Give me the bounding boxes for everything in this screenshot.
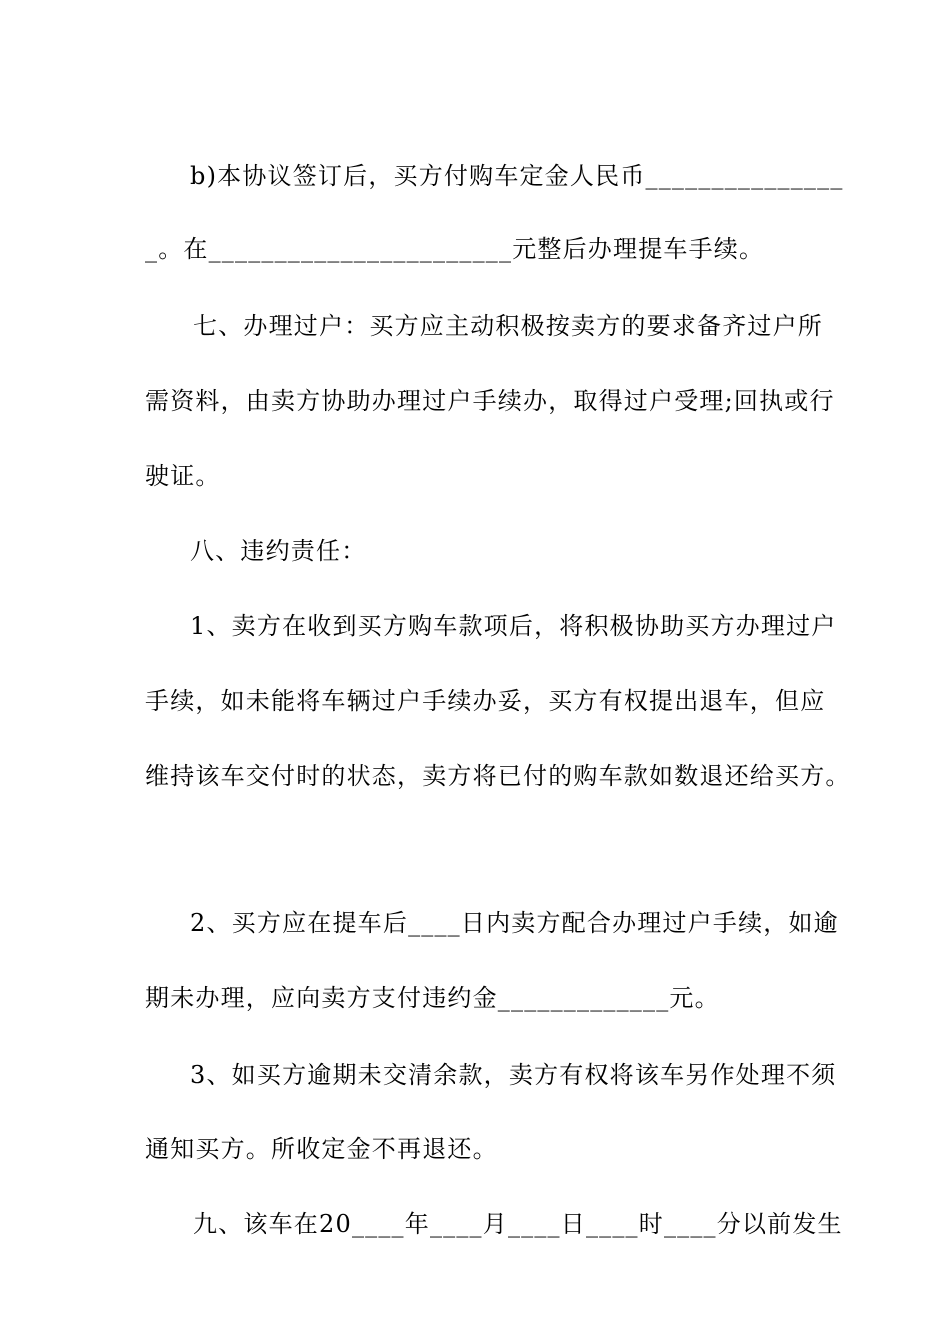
para-line-3: 七、办理过户：买方应主动积极按卖方的要求备齐过户所 — [193, 312, 823, 340]
para-line-7: 1、卖方在收到买方购车款项后，将积极协助买方办理过户 — [190, 612, 837, 640]
para-line-1: b)本协议签订后，买方付购车定金人民币_______________ — [190, 162, 844, 190]
para-line-11: 期未办理，应向卖方支付违约金_____________元。 — [145, 984, 720, 1012]
para-line-13: 通知买方。所收定金不再退还。 — [145, 1135, 498, 1163]
para-line-12: 3、如买方逾期未交清余款，卖方有权将该车另作处理不须 — [190, 1061, 837, 1089]
para-line-10: 2、买方应在提车后____日内卖方配合办理过户手续，如逾 — [190, 909, 839, 937]
para-line-4: 需资料，由卖方协助办理过户手续办，取得过户受理;回执或行 — [145, 387, 835, 415]
para-line-14: 九、该车在20____年____月____日____时____分以前发生 — [193, 1210, 843, 1238]
para-line-5: 驶证。 — [145, 462, 221, 490]
para-line-2: _。在_______________________元整后办理提车手续。 — [145, 235, 765, 263]
para-line-9: 维持该车交付时的状态，卖方将已付的购车款如数退还给买方。 — [145, 762, 851, 790]
para-line-8: 手续，如未能将车辆过户手续办妥，买方有权提出退车，但应 — [145, 687, 826, 715]
section-heading: 八、违约责任： — [190, 537, 367, 565]
